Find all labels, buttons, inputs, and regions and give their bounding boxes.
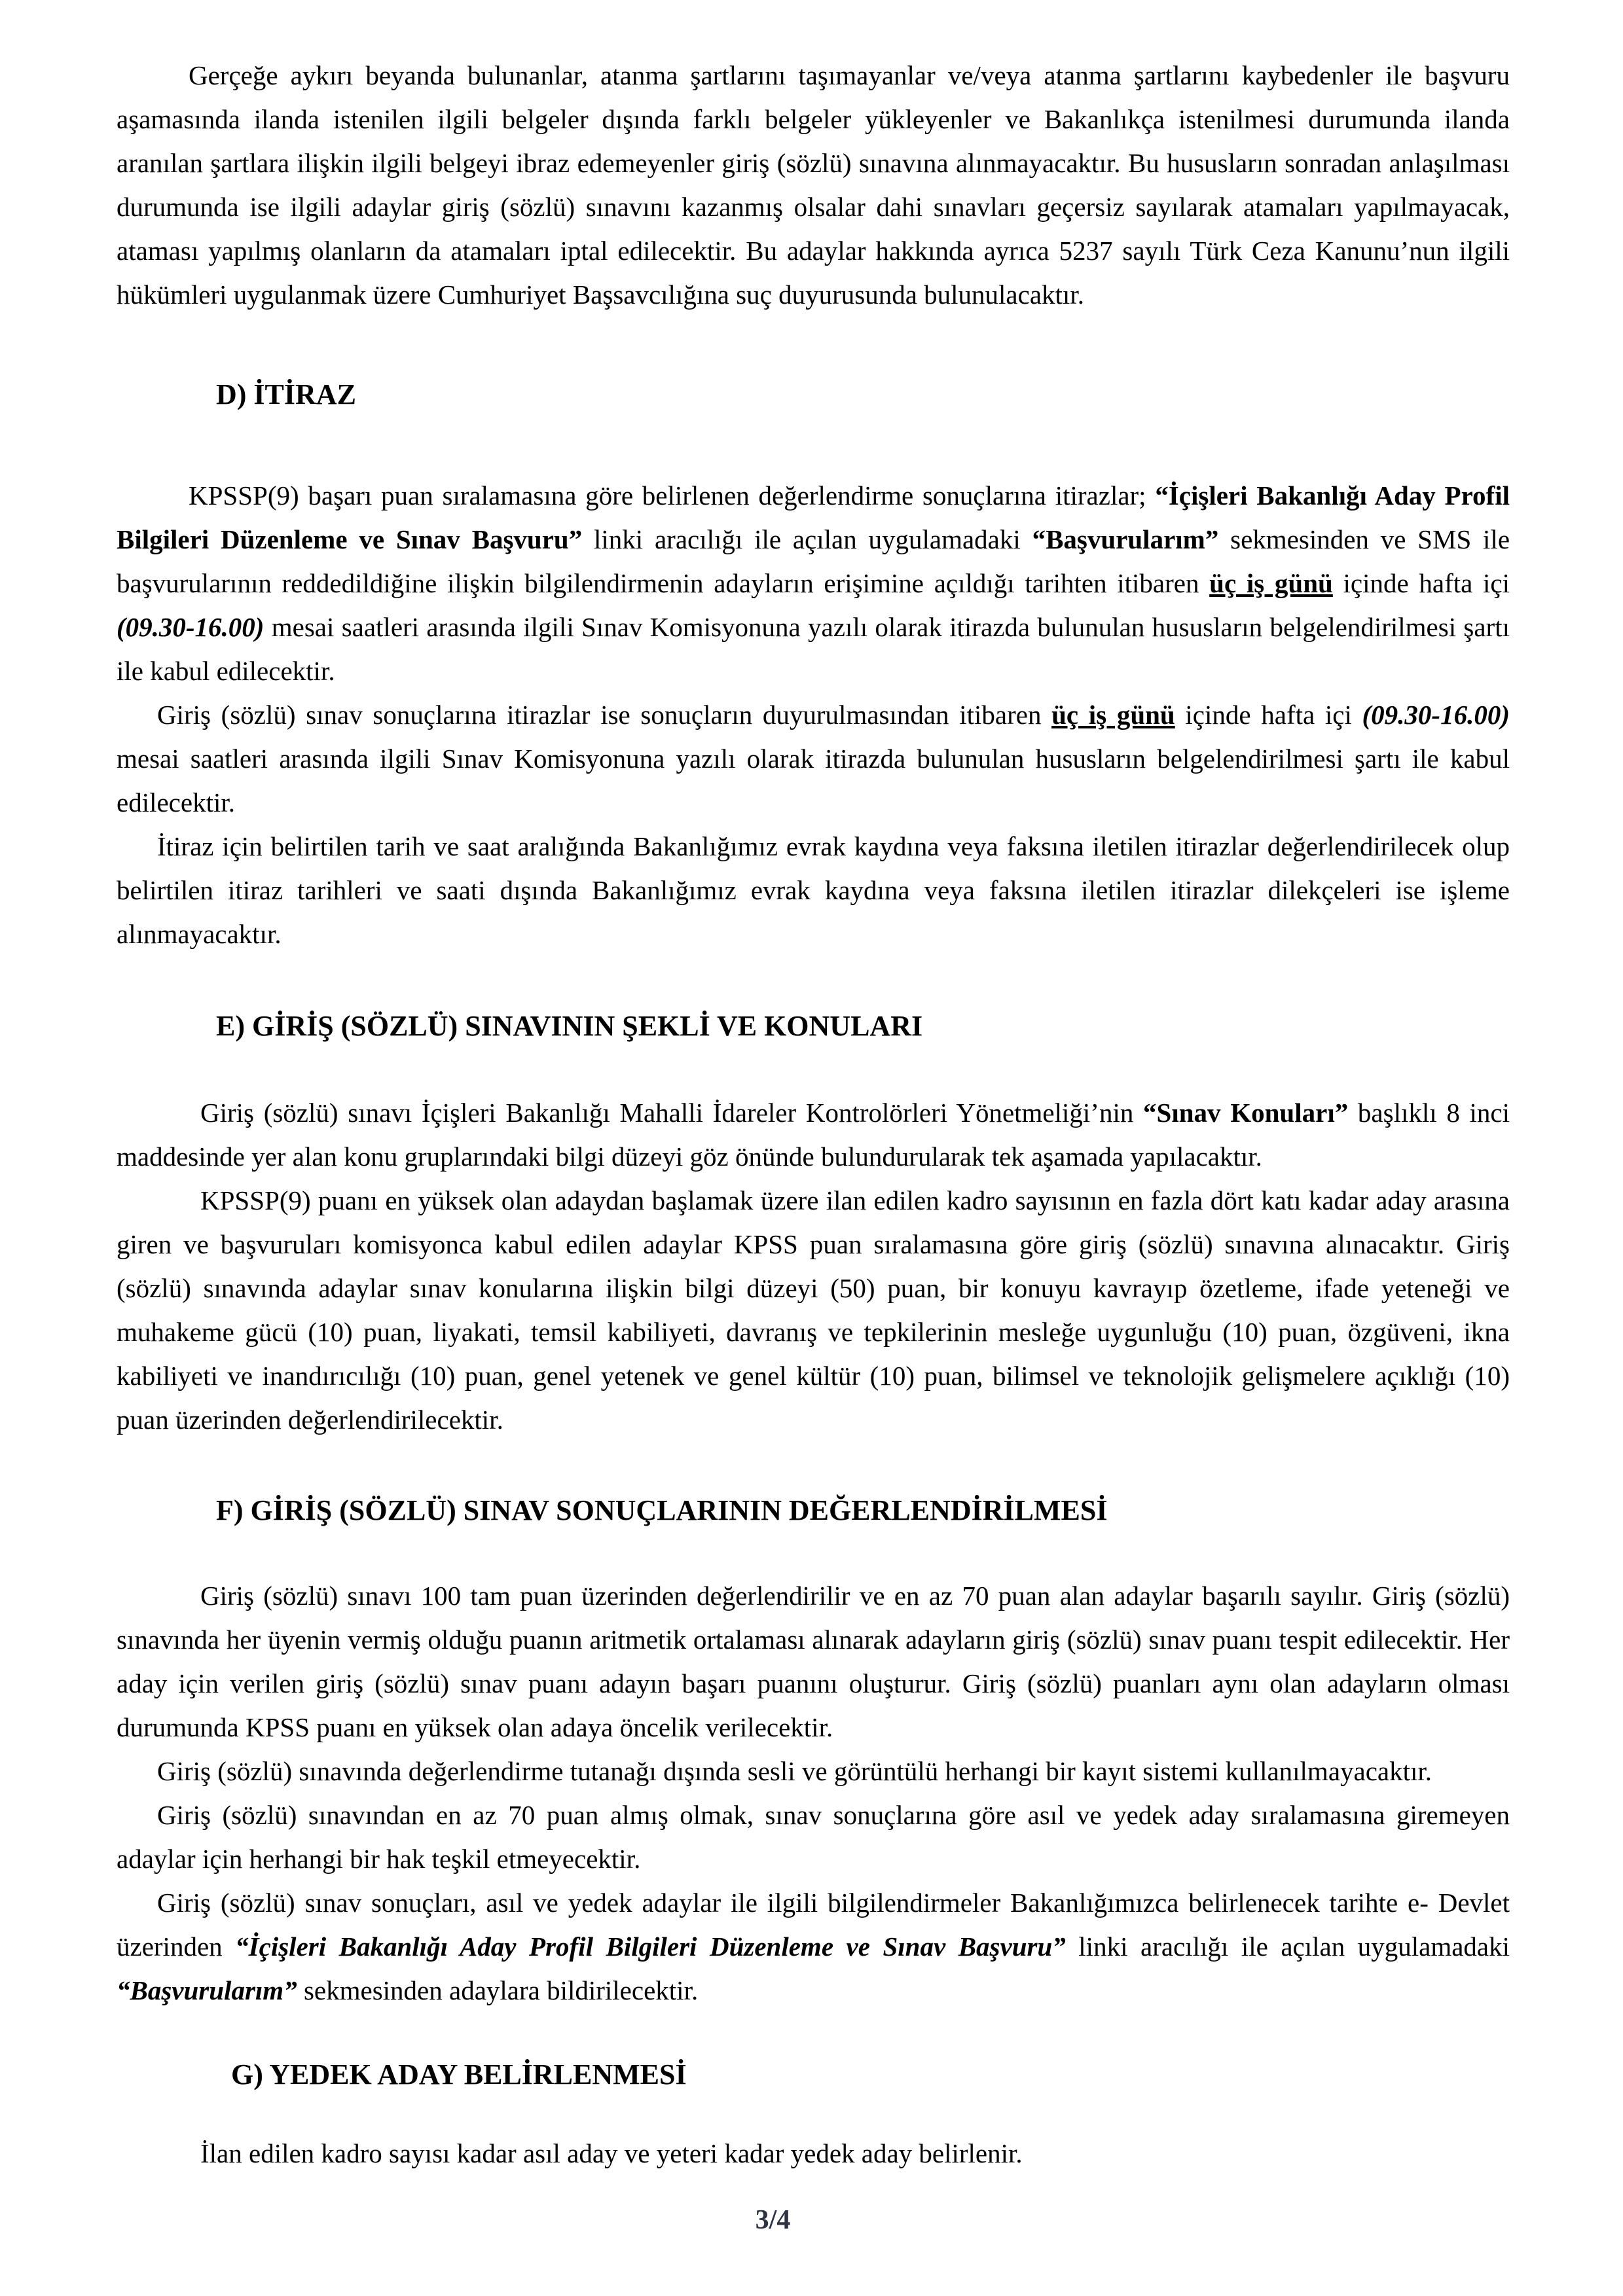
d-p1-t2: linki aracılığı ile açılan uygulamadaki bbox=[582, 524, 1032, 554]
f-p4-bold-italic-tab-label: “Başvurularım” bbox=[117, 1975, 297, 2005]
d-p1-bold-tab-label: “Başvurularım” bbox=[1032, 524, 1219, 554]
spacer-after-heading-d bbox=[117, 416, 1510, 474]
section-f-paragraph-2: Giriş (sözlü) sınavında değerlendirme tutanağı dışında sesli ve görüntülü herhangi bir kayıt sistemi kullanılmayacaktır. bbox=[157, 1756, 1432, 1786]
d-p1-office-hours: (09.30-16.00) bbox=[117, 612, 264, 642]
d-p1-bold-link-label: “İçişleri Bakanlığı Aday Profil Bilgileri Düzenleme ve Sınav Başvuru” bbox=[117, 480, 1510, 554]
d-p1-t1: KPSSP(9) başarı puan sıralamasına göre belirlenen değerlendirme sonuçlarına itirazlar; bbox=[189, 480, 1156, 511]
section-e-paragraph-1 bbox=[117, 1091, 1510, 1179]
d-p1-underlined-deadline: üç iş günü bbox=[1209, 568, 1333, 598]
spacer-after-heading-f bbox=[117, 1532, 1510, 1574]
d-p2-office-hours: (09.30-16.00) bbox=[1362, 700, 1510, 730]
d-p2-t3: mesai saatleri arasında ilgili Sınav Komisyonuna yazılı olarak itirazda bulunulan hususların belgelendirilmesi şartı ile kabul edilecektir. bbox=[117, 744, 1510, 817]
document-content bbox=[117, 0, 1510, 2176]
section-heading-e: E) GİRİŞ (SÖZLÜ) SINAVININ ŞEKLİ VE KONULARI bbox=[216, 1010, 923, 1042]
section-heading-f: F) GİRİŞ (SÖZLÜ) SINAV SONUÇLARININ DEĞERLENDİRİLMESİ bbox=[216, 1494, 1108, 1526]
d-p1-t5: mesai saatleri arasında ilgili Sınav Komisyonuna yazılı olarak itirazda bulunulan hususların belgelendirilmesi şartı ile kabul edilecektir. bbox=[117, 612, 1510, 686]
d-p2-t1: Giriş (sözlü) sınav sonuçlarına itirazlar ise sonuçların duyurulmasından itibaren bbox=[157, 700, 1052, 730]
section-d-paragraph-3: İtiraz için belirtilen tarih ve saat aralığında Bakanlığımız evrak kaydına veya faksına iletilen itirazlar değerlendirilecek olup belirtilen itiraz tarihleri ve saati dışında Bakanlığımız evrak kaydına veya faksına iletilen itirazlar dilekçeleri ise işleme alınmayacaktır. bbox=[117, 831, 1510, 949]
d-p1-t4: içinde hafta içi bbox=[1332, 568, 1510, 598]
f-p4-t1: Giriş (sözlü) sınav sonuçları, asıl ve yedek adaylar ile ilgili bilgilendirmeler Bakanlığımızca belirlenecek tarihte e- Devlet üzerinden bbox=[117, 1888, 1510, 1962]
section-heading-g: G) YEDEK ADAY BELİRLENMESİ bbox=[231, 2058, 687, 2090]
top-spacer bbox=[117, 0, 1510, 54]
spacer-before-heading-e bbox=[117, 956, 1510, 1005]
section-heading-d: D) İTİRAZ bbox=[216, 378, 356, 410]
intro-paragraph: Gerçeğe aykırı beyanda bulunanlar, atanma şartlarını taşımayanlar ve/veya atanma şartlarını kaybedenler ile başvuru aşamasında ilanda istenilen ilgili belgeler dışında farklı belgeler yükleyenler ve Bakanlıkça istenilmesi durumunda ilanda aranılan şartlara ilişkin ilgili belgeyi ibraz edemeyenler giriş (sözlü) sınavına alınmayacaktır. Bu hususların sonradan anlaşılması durumunda ise ilgili adaylar giriş (sözlü) sınavını kazanmış olsalar dahi sınavları geçersiz sayılarak atamaları yapılmayacak, ataması yapılmış olanların da atamaları iptal edilecektir. Bu adaylar hakkında ayrıca 5237 sayılı Türk Ceza Kanunu’nun ilgili hükümleri uygulanmak üzere Cumhuriyet Başsavcılığına suç duyurusunda bulunulacaktır. bbox=[117, 60, 1510, 310]
section-d-paragraph-2 bbox=[117, 693, 1510, 825]
section-f-paragraph-1: Giriş (sözlü) sınavı 100 tam puan üzerinden değerlendirilir ve en az 70 puan alan adaylar başarılı sayılır. Giriş (sözlü) sınavında her üyenin vermiş olduğu puanın aritmetik ortalaması alınarak adayların giriş (sözlü) sınav puanı tespit edilecektir. Her aday için verilen giriş (sözlü) sınav puanı adayın başarı puanını oluşturur. Giriş (sözlü) puanları aynı olan adayların olması durumunda KPSS puanı en yüksek olan adaya öncelik verilecektir. bbox=[117, 1581, 1510, 1742]
e-p1-bold-exam-topics: “Sınav Konuları” bbox=[1143, 1098, 1349, 1128]
spacer-after-heading-g bbox=[117, 2096, 1510, 2132]
section-d-paragraph-1 bbox=[117, 474, 1510, 693]
spacer-before-heading-g bbox=[117, 2013, 1510, 2053]
e-p1-t2: başlıklı 8 inci maddesinde yer alan konu gruplarındaki bilgi düzeyi göz önünde bulundurularak tek aşamada yapılacaktır. bbox=[117, 1098, 1510, 1172]
f-p4-bold-italic-link-label: “İçişleri Bakanlığı Aday Profil Bilgileri Düzenleme ve Sınav Başvuru” bbox=[235, 1931, 1066, 1962]
f-p4-t3: sekmesinden adaylara bildirilecektir. bbox=[297, 1975, 699, 2005]
d-p1-t3: sekmesinden ve SMS ile başvurularının reddedildiğine ilişkin bilgilendirmenin adayların erişimine açıldığı tarihten itibaren bbox=[117, 524, 1510, 598]
section-f-paragraph-3: Giriş (sözlü) sınavından en az 70 puan almış olmak, sınav sonuçlarına göre asıl ve yedek aday sıralamasına giremeyen adaylar için herhangi bir hak teşkil etmeyecektir. bbox=[117, 1800, 1510, 1874]
section-g-paragraph-1: İlan edilen kadro sayısı kadar asıl aday ve yeteri kadar yedek aday belirlenir. bbox=[200, 2138, 1023, 2168]
spacer-after-heading-e bbox=[117, 1048, 1510, 1091]
spacer-before-heading-f bbox=[117, 1442, 1510, 1489]
spacer-after-intro bbox=[117, 317, 1510, 373]
d-p2-underlined-deadline: üç iş günü bbox=[1051, 700, 1175, 730]
section-f-paragraph-4 bbox=[117, 1881, 1510, 2013]
f-p4-t2: linki aracılığı ile açılan uygulamadaki bbox=[1065, 1931, 1510, 1962]
d-p2-t2: içinde hafta içi bbox=[1175, 700, 1362, 730]
page-number: 3/4 bbox=[755, 2205, 791, 2235]
e-p1-t1: Giriş (sözlü) sınavı İçişleri Bakanlığı Mahalli İdareler Kontrolörleri Yönetmeliği’nin bbox=[200, 1098, 1144, 1128]
section-e-paragraph-2: KPSSP(9) puanı en yüksek olan adaydan başlamak üzere ilan edilen kadro sayısının en fazla dört katı kadar aday arasına giren ve başvuruları komisyonca kabul edilen adaylar KPSS puan sıralamasına göre giriş (sözlü) sınavına alınacaktır. Giriş (sözlü) sınavında adaylar sınav konularına ilişkin bilgi düzeyi (50) puan, bir konuyu kavrayıp özetleme, ifade yeteneği ve muhakeme gücü (10) puan, liyakati, temsil kabiliyeti, davranış ve tepkilerinin mesleğe uygunluğu (10) puan, özgüveni, ikna kabiliyeti ve inandırıcılığı (10) puan, genel yetenek ve genel kültür (10) puan, bilimsel ve teknolojik gelişmelere açıklığı (10) puan üzerinden değerlendirilecektir. bbox=[117, 1185, 1510, 1435]
